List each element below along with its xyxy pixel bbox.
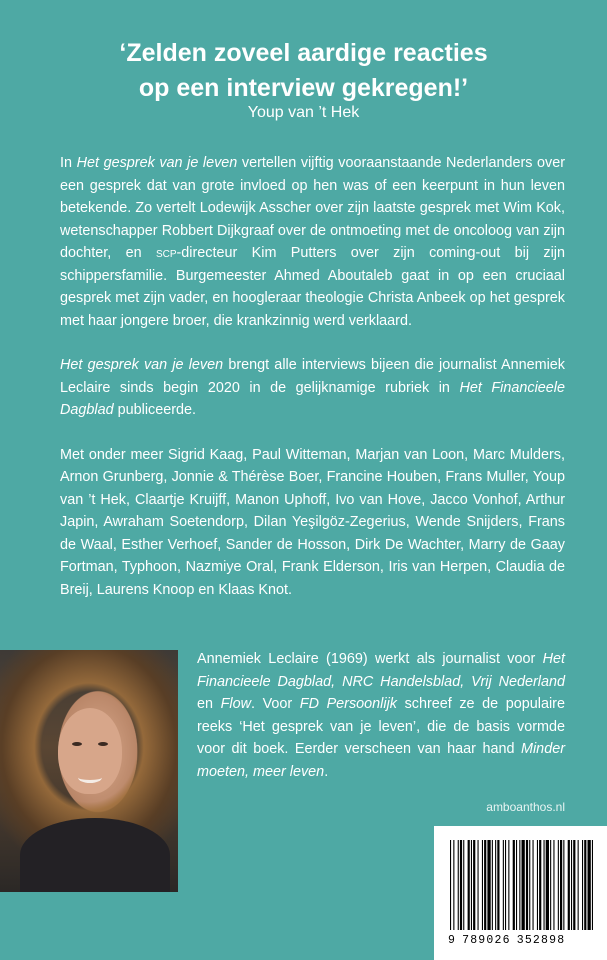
barcode-bar [492, 840, 493, 930]
book-title: Het gesprek van je leven [76, 155, 238, 171]
barcode-bar [516, 840, 517, 930]
barcode-bar [582, 840, 583, 930]
previous-book-title: Minder moeten, meer leven [197, 741, 565, 780]
quote-attribution: Youp van ’t Hek [247, 104, 360, 121]
barcode-bar [458, 840, 459, 930]
barcode-bar [529, 840, 530, 930]
publication-title: Flow [220, 696, 251, 712]
barcode-bar [508, 840, 509, 930]
text-run: vertellen vijftig vooraanstaande Nederlanders over een gesprek dat van grote invloed op hen was of een keerpunt in hun leven betekende. Zo vertelt Lodewijk Asscher over zijn laatste gesprek met Wim Kok, wetenschapper Robbert Dijkgraaf over de ontmoeting met de oncoloog van zijn dochter, en [60, 155, 566, 261]
barcode-bar [471, 840, 472, 930]
text-run: In [60, 155, 77, 171]
photo-eye [98, 742, 108, 746]
barcode-bar [505, 840, 506, 930]
barcode-bar [544, 840, 545, 930]
barcode-bar [495, 840, 496, 930]
author-bio-paragraph [197, 648, 565, 783]
barcode-bar [482, 840, 483, 930]
barcode-bars [448, 840, 594, 932]
barcode-bar [539, 840, 541, 930]
isbn-lead-digit: 9 [448, 934, 457, 947]
isbn-barcode [434, 826, 607, 960]
barcode-bar [550, 840, 551, 930]
cover-quote [0, 36, 607, 106]
text-run: en [197, 696, 221, 712]
author-photo [0, 650, 178, 892]
barcode-bar [592, 840, 593, 930]
text-run: . Voor [251, 696, 300, 712]
photo-sweater [20, 818, 170, 892]
text-run: Annemiek Leclaire (1969) werkt als journalist voor [197, 651, 543, 667]
barcode-bar [463, 840, 464, 930]
publication-titles: Het Financieele Dagblad, NRC Handelsblad, Vrij Nederland [197, 651, 565, 690]
barcode-bar [533, 840, 534, 930]
book-title: Het gesprek van je leven [60, 357, 224, 373]
publisher-website: amboanthos.nl [486, 800, 565, 814]
barcode-bar [526, 840, 528, 930]
barcode-bar [571, 840, 572, 930]
barcode-bar [460, 840, 462, 930]
barcode-bar [568, 840, 570, 930]
isbn-number [448, 934, 598, 947]
barcode-bar [503, 840, 504, 930]
text-run: . [324, 763, 329, 780]
text-run: brengt alle interviews bijeen die journalist Annemiek Leclaire sinds begin 2020 in de gelijknamige rubriek in [60, 357, 566, 396]
barcode-bar [519, 840, 520, 930]
text-run: publiceerde. [113, 402, 197, 418]
barcode-bar [450, 840, 451, 930]
barcode-bar [473, 840, 475, 930]
photo-eye [72, 742, 82, 746]
barcode-bar [588, 840, 591, 930]
abbreviation: scp [155, 245, 177, 261]
text-run: schreef ze de populaire reeks ‘Het gesprek van je leven’, die de basis vormde voor dit boek. Eerder verscheen van haar hand [197, 696, 565, 757]
barcode-bar [553, 840, 554, 930]
blurb-paragraph-2 [60, 354, 565, 422]
barcode-bar [546, 840, 549, 930]
photo-smile [78, 772, 102, 783]
author-bio [197, 648, 565, 783]
newspaper-title: Het Financieele Dagblad [60, 379, 565, 418]
isbn-group-2: 352898 [516, 934, 566, 947]
blurb-paragraph-3: Met onder meer Sigrid Kaag, Paul Witteman, Marjan van Loon, Marc Mulders, Arnon Grunberg, Jonnie & Thérèse Boer, Francine Houben, Frans Muller, Youp van ’t Hek, Claartje Kruijff, Manon Uphoff, Ivo van Hove, Jacco Vonhof, Arthur Japin, Awraham Soetendorp, Dilan Yeşilgöz-Zegerius, Wende Snijders, Frans de Waal, Esther Verhoef, Sander de Hosson, Dirk De Wachter, Marry de Gaay Fortman, Typhoon, Nazmiye Oral, Frank Elderson, Iris van Herpen, Claudia de Breij, Laurens Knoop en Klaas Knot. [60, 446, 565, 598]
barcode-bar [453, 840, 454, 930]
text-run: -directeur Kim Putters over zijn coming-out bij zijn schippersfamilie. Burgemeester Ahmed Aboutaleb gaat in op een cruciaal gesprek met zijn vader, en hoogleraar theologie Christa Anbeek op het gesprek met haar jongere broer, die krankzinnig werd verklaard. [60, 245, 565, 329]
barcode-bar [560, 840, 562, 930]
quote-line-2: op een interview gekregen!’ [138, 74, 469, 102]
barcode-bar [537, 840, 538, 930]
barcode-bar [573, 840, 575, 930]
barcode-bar [522, 840, 525, 930]
blurb-paragraph-1 [60, 152, 565, 332]
blurb [60, 152, 565, 623]
barcode-bar [558, 840, 559, 930]
barcode-bar [563, 840, 564, 930]
barcode-bar [584, 840, 586, 930]
quote-line-1: ‘Zelden zoveel aardige reacties [119, 39, 488, 67]
barcode-bar [513, 840, 515, 930]
barcode-bar [487, 840, 490, 930]
isbn-group-1: 789026 [462, 934, 511, 947]
barcode-bar [478, 840, 479, 930]
barcode-bar [578, 840, 579, 930]
barcode-bar [468, 840, 470, 930]
barcode-bar [484, 840, 486, 930]
publication-title: FD Persoonlijk [299, 696, 397, 712]
barcode-bar [497, 840, 499, 930]
